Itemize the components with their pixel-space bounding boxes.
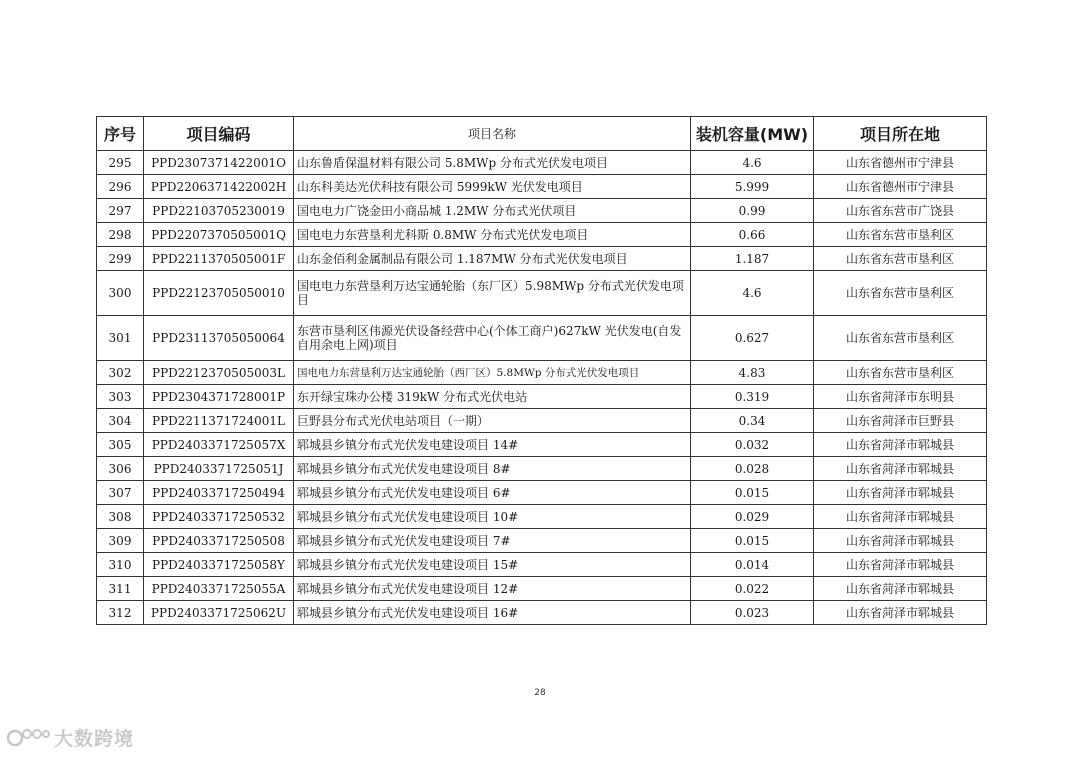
cell-code: PPD2206371422002H — [144, 175, 294, 199]
cell-capacity: 1.187 — [691, 247, 814, 271]
cell-code: PPD22103705230019 — [144, 199, 294, 223]
cell-location: 山东省菏泽市郓城县 — [814, 457, 987, 481]
cell-location: 山东省菏泽市郓城县 — [814, 433, 987, 457]
cell-name: 国电电力广饶金田小商品城 1.2MW 分布式光伏项目 — [294, 199, 691, 223]
cell-code: PPD2403371725057X — [144, 433, 294, 457]
table-row — [97, 409, 987, 433]
table-row — [97, 433, 987, 457]
cell-capacity: 0.627 — [691, 316, 814, 361]
cell-index: 304 — [97, 409, 144, 433]
cell-code: PPD2207370505001Q — [144, 223, 294, 247]
cell-location: 山东省菏泽市郓城县 — [814, 601, 987, 625]
cell-location: 山东省菏泽市郓城县 — [814, 481, 987, 505]
table-row — [97, 223, 987, 247]
table-row — [97, 151, 987, 175]
cell-code: PPD24033717250494 — [144, 481, 294, 505]
header-capacity: 装机容量(MW) — [691, 117, 814, 151]
table-row — [97, 247, 987, 271]
cell-name: 山东科美达光伏科技有限公司 5999kW 光伏发电项目 — [294, 175, 691, 199]
cell-location: 山东省菏泽市东明县 — [814, 385, 987, 409]
cell-capacity: 0.66 — [691, 223, 814, 247]
cell-name: 郓城县乡镇分布式光伏发电建设项目 12# — [294, 577, 691, 601]
cell-location: 山东省东营市垦利区 — [814, 271, 987, 316]
cell-name: 国电电力东营垦利万达宝通轮胎（东厂区）5.98MWp 分布式光伏发电项目 — [294, 271, 691, 316]
table-row — [97, 385, 987, 409]
cell-capacity: 4.6 — [691, 151, 814, 175]
cell-name: 郓城县乡镇分布式光伏发电建设项目 14# — [294, 433, 691, 457]
cell-location: 山东省菏泽市郓城县 — [814, 505, 987, 529]
table-row — [97, 175, 987, 199]
cell-index: 305 — [97, 433, 144, 457]
table-row — [97, 481, 987, 505]
cell-location: 山东省菏泽市郓城县 — [814, 529, 987, 553]
header-code: 项目编码 — [144, 117, 294, 151]
cell-index: 297 — [97, 199, 144, 223]
cell-capacity: 0.014 — [691, 553, 814, 577]
cell-capacity: 0.022 — [691, 577, 814, 601]
cell-code: PPD2211371724001L — [144, 409, 294, 433]
cell-name: 山东鲁盾保温材料有限公司 5.8MWp 分布式光伏发电项目 — [294, 151, 691, 175]
cell-index: 310 — [97, 553, 144, 577]
cell-location: 山东省菏泽市郓城县 — [814, 553, 987, 577]
cell-capacity: 0.319 — [691, 385, 814, 409]
table-row — [97, 505, 987, 529]
cell-index: 303 — [97, 385, 144, 409]
cell-location: 山东省德州市宁津县 — [814, 175, 987, 199]
cell-index: 295 — [97, 151, 144, 175]
cell-code: PPD2403371725051J — [144, 457, 294, 481]
cell-name: 郓城县乡镇分布式光伏发电建设项目 7# — [294, 529, 691, 553]
header-name: 项目名称 — [294, 117, 691, 151]
cell-index: 307 — [97, 481, 144, 505]
watermark-logo-icon — [6, 727, 50, 749]
table-row — [97, 199, 987, 223]
cell-capacity: 0.023 — [691, 601, 814, 625]
cell-index: 312 — [97, 601, 144, 625]
cell-code: PPD24033717250532 — [144, 505, 294, 529]
table-row — [97, 529, 987, 553]
cell-index: 298 — [97, 223, 144, 247]
table-header-row — [97, 117, 987, 151]
cell-code: PPD24033717250508 — [144, 529, 294, 553]
project-table — [96, 116, 987, 625]
cell-code: PPD2403371725062U — [144, 601, 294, 625]
header-index: 序号 — [97, 117, 144, 151]
cell-name: 郓城县乡镇分布式光伏发电建设项目 15# — [294, 553, 691, 577]
page-number: 28 — [534, 688, 546, 698]
cell-name: 郓城县乡镇分布式光伏发电建设项目 16# — [294, 601, 691, 625]
cell-code: PPD2403371725055A — [144, 577, 294, 601]
cell-location: 山东省菏泽市巨野县 — [814, 409, 987, 433]
cell-name: 东营市垦利区伟源光伏设备经营中心(个体工商户)627kW 光伏发电(自发自用余电上网)项目 — [294, 316, 691, 361]
cell-name: 郓城县乡镇分布式光伏发电建设项目 10# — [294, 505, 691, 529]
table-row — [97, 553, 987, 577]
cell-location: 山东省东营市垦利区 — [814, 361, 987, 385]
cell-index: 299 — [97, 247, 144, 271]
cell-capacity: 0.015 — [691, 481, 814, 505]
cell-location: 山东省东营市垦利区 — [814, 223, 987, 247]
cell-code: PPD2307371422001O — [144, 151, 294, 175]
header-location: 项目所在地 — [814, 117, 987, 151]
cell-location: 山东省菏泽市郓城县 — [814, 577, 987, 601]
cell-capacity: 4.6 — [691, 271, 814, 316]
cell-capacity: 0.028 — [691, 457, 814, 481]
table-row — [97, 601, 987, 625]
watermark-text: 大数跨境 — [54, 728, 135, 750]
cell-name: 郓城县乡镇分布式光伏发电建设项目 6# — [294, 481, 691, 505]
cell-index: 308 — [97, 505, 144, 529]
cell-index: 302 — [97, 361, 144, 385]
cell-code: PPD2211370505001F — [144, 247, 294, 271]
cell-index: 309 — [97, 529, 144, 553]
cell-index: 306 — [97, 457, 144, 481]
cell-index: 300 — [97, 271, 144, 316]
table-row — [97, 271, 987, 316]
cell-capacity: 4.83 — [691, 361, 814, 385]
table-row — [97, 457, 987, 481]
cell-code: PPD22123705050010 — [144, 271, 294, 316]
cell-location: 山东省东营市垦利区 — [814, 247, 987, 271]
cell-code: PPD2212370505003L — [144, 361, 294, 385]
cell-code: PPD2403371725058Y — [144, 553, 294, 577]
cell-name: 郓城县乡镇分布式光伏发电建设项目 8# — [294, 457, 691, 481]
cell-location: 山东省东营市垦利区 — [814, 316, 987, 361]
cell-location: 山东省东营市广饶县 — [814, 199, 987, 223]
cell-index: 296 — [97, 175, 144, 199]
cell-name: 巨野县分布式光伏电站项目（一期） — [294, 409, 691, 433]
cell-capacity: 5.999 — [691, 175, 814, 199]
watermark — [6, 724, 134, 751]
table-row — [97, 361, 987, 385]
cell-name: 国电电力东营垦利尤科斯 0.8MW 分布式光伏发电项目 — [294, 223, 691, 247]
cell-name: 东开绿宝珠办公楼 319kW 分布式光伏电站 — [294, 385, 691, 409]
table-row — [97, 316, 987, 361]
cell-location: 山东省德州市宁津县 — [814, 151, 987, 175]
cell-code: PPD23113705050064 — [144, 316, 294, 361]
cell-code: PPD2304371728001P — [144, 385, 294, 409]
cell-index: 301 — [97, 316, 144, 361]
cell-name: 国电电力东营垦利万达宝通轮胎（西厂区）5.8MWp 分布式光伏发电项目 — [294, 361, 691, 385]
cell-capacity: 0.029 — [691, 505, 814, 529]
cell-index: 311 — [97, 577, 144, 601]
cell-capacity: 0.015 — [691, 529, 814, 553]
table-row — [97, 577, 987, 601]
cell-capacity: 0.032 — [691, 433, 814, 457]
cell-name: 山东金佰利金属制品有限公司 1.187MW 分布式光伏发电项目 — [294, 247, 691, 271]
cell-capacity: 0.99 — [691, 199, 814, 223]
cell-capacity: 0.34 — [691, 409, 814, 433]
